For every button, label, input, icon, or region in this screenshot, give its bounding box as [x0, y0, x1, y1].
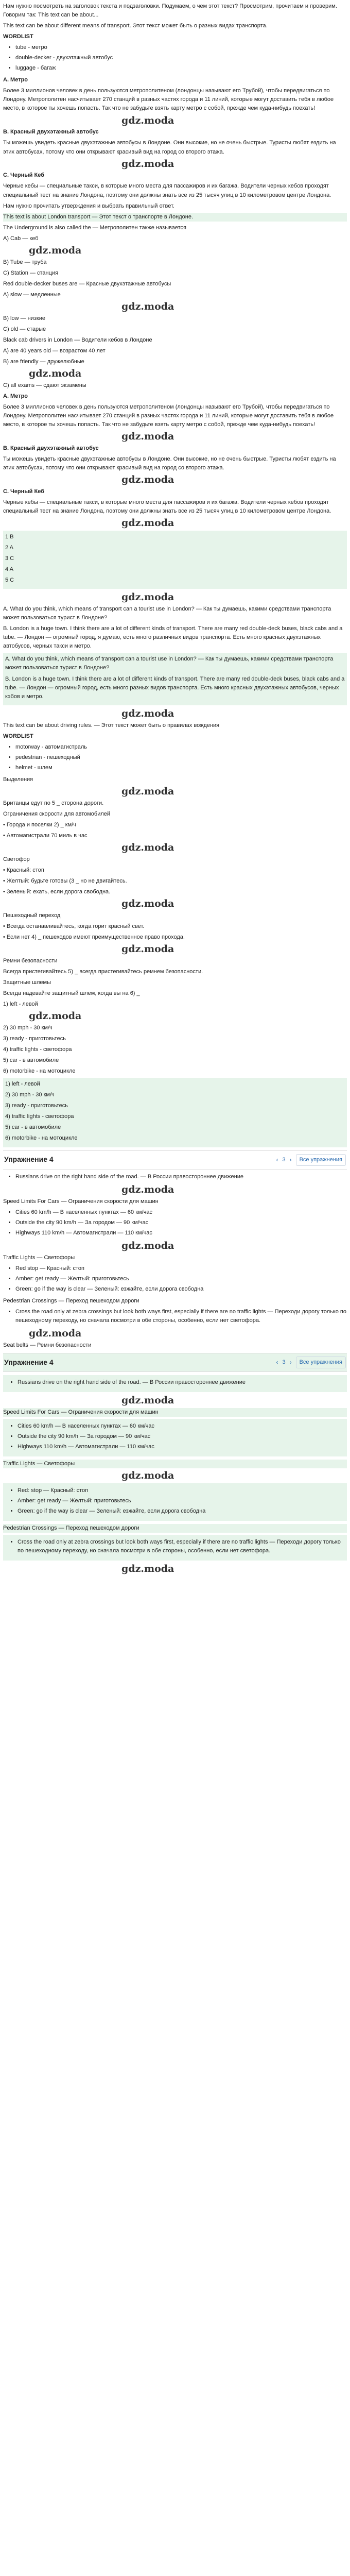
list-item: • Green: go if the way is clear — Зеленый: езжайте, если дорога свободна	[18, 1507, 345, 1516]
list-item: • Amber: get ready — Желтый: приготовьтесь	[15, 1275, 347, 1283]
section-heading: B. Красный двухэтажный автобус	[3, 129, 99, 135]
paragraph: Пешеходный переход	[3, 912, 61, 919]
answer-block	[3, 531, 347, 589]
paragraph: Нам нужно посмотреть на заголовок текста и подзаголовки. Подумаем, о чем этот текст? Просмотрим, прочитаем и проверим. Говорим так: This text can be about...	[3, 3, 337, 19]
paragraph: Ты можешь увидеть красные двухэтажные автобусы в Лондоне. Они высокие, но не очень быстрые. Туристы любят ездить на этих автобусах, потому что они открывают красивый вид на город со второго этажа.	[3, 140, 336, 155]
exercise-pager	[276, 1154, 346, 1166]
list-item: • Amber: get ready — Желтый: приготовьтесь	[18, 1497, 345, 1505]
paragraph: 1) left - левой	[3, 1001, 38, 1008]
paragraph: A) slow — медленные	[3, 291, 61, 298]
watermark-logo: gdz.moda	[121, 300, 174, 312]
watermark-logo: gdz.moda	[121, 114, 174, 126]
watermark-logo: gdz.moda	[29, 244, 82, 256]
paragraph: Всегда надевайте защитный шлем, когда вы на 6) _	[3, 990, 140, 997]
watermark-logo: gdz.moda	[121, 1470, 174, 1482]
answer-line: 2) 30 mph - 30 км/ч	[5, 1092, 55, 1098]
bullet-list	[5, 1378, 345, 1387]
answer-line: 6) motorbike - на мотоцикле	[5, 1135, 78, 1142]
watermark-logo: gdz.moda	[121, 897, 174, 909]
answer-line: 1) left - левой	[5, 1081, 40, 1088]
paragraph: C) old — старые	[3, 326, 46, 332]
paragraph: Ремни безопасности	[3, 957, 58, 964]
paragraph: B) low — низкие	[3, 315, 46, 321]
list-item: • Russians drive on the right hand side of the road. — В России правостороннее движение	[15, 1173, 347, 1181]
paragraph: • Красный: стоп	[3, 867, 44, 873]
answer-line: 5) car - в автомобиле	[5, 1124, 61, 1131]
paragraph: A) Cab — кеб	[3, 235, 39, 242]
paragraph: C) Station — станция	[3, 269, 59, 276]
watermark-logo: gdz.moda	[121, 1240, 174, 1251]
exercise-title: Упражнение 4	[4, 1155, 54, 1164]
paragraph: Traffic Lights — Светофоры	[3, 1460, 347, 1468]
bullet-list	[3, 1308, 347, 1325]
list-item: • Outside the city 90 km/h — За городом — 90 км/час	[18, 1432, 345, 1441]
bullet-list	[3, 1264, 347, 1294]
paragraph: Британцы едут по 5 _ сторона дороги.	[3, 800, 104, 806]
exercise-nav-bar	[3, 1353, 347, 1372]
list-item: • Cross the road only at zebra crossings but look both ways first, especially if there are no traffic lights — Переходи дорогу только по пешеходному переходу, но сначала посмотри в обе стороны, особенно, если нет светофора.	[18, 1538, 345, 1555]
bullet-list	[5, 1486, 345, 1516]
paragraph: The Underground is also called the — Метрополитен также называется	[3, 224, 186, 231]
all-exercises-button[interactable]: Все упражнения	[296, 1154, 346, 1166]
answer-line: 4) traffic lights - светофора	[5, 1113, 74, 1120]
paragraph: 5) car - в автомобиле	[3, 1057, 59, 1064]
answer-line: 3) ready - приготовьтесь	[5, 1103, 68, 1109]
section-heading: A. Метро	[3, 77, 28, 83]
list-item: • Red stop — Красный: стоп	[15, 1264, 347, 1273]
paragraph: This text is about London transport — Этот текст о транспорте в Лондоне.	[3, 213, 347, 222]
paragraph: • Всегда останавливайтесь, когда горит красный свет.	[3, 923, 145, 929]
chevron-right-icon[interactable]: ›	[289, 1359, 292, 1366]
list-item: • Cities 60 km/h — В населенных пунктах — 60 км/час	[18, 1422, 345, 1431]
watermark-logo: gdz.moda	[121, 943, 174, 955]
answer-line: 2 A	[5, 545, 13, 551]
paragraph: 3) ready - приготовьтесь	[3, 1036, 66, 1042]
list-item: • Outside the city 90 km/h — За городом — 90 км/час	[15, 1218, 347, 1227]
list-item: • Russians drive on the right hand side of the road. — В России правостороннее движение	[18, 1378, 345, 1387]
paragraph: B. London is a huge town. I think there are a lot of different kinds of transport. There are many red double-deck buses, black cabs and a tube. — Лондон — огромный город, я думаю, есть много различных видов транспорта. Есть много красных двухэтажных автобусов, черных такси и метро.	[3, 625, 343, 650]
paragraph: • Желтый: будьте готовы (3 _ но не двигайтесь.	[3, 877, 127, 884]
paragraph: Светофор	[3, 856, 30, 862]
watermark-logo: gdz.moda	[121, 517, 174, 529]
section-heading: WORDLIST	[3, 33, 33, 40]
watermark-logo: gdz.moda	[29, 1010, 82, 1022]
list-item: • Cross the road only at zebra crossings but look both ways first, especially if there are no traffic lights — Переходи дорогу только по пешеходному переходу, но сначала посмотри в обе стороны, особенно, если нет светофора.	[15, 1308, 347, 1325]
answer-block	[3, 1078, 347, 1147]
list-item: • Green: go if the way is clear — Зеленый: езжайте, если дорога свободна	[15, 1285, 347, 1294]
paragraph: Всегда пристегивайтесь 5) _ всегда пристегивайтесь ремнем безопасности.	[3, 968, 203, 975]
watermark-logo: gdz.moda	[121, 158, 174, 170]
bullet-list	[5, 1422, 345, 1451]
answer-line: 4 A	[5, 566, 13, 573]
answer-line: 1 B	[5, 534, 14, 540]
watermark-logo: gdz.moda	[121, 841, 174, 853]
bullet-list	[3, 1173, 347, 1181]
list-item: • luggage - багаж	[15, 64, 347, 73]
paragraph: Нам нужно прочитать утверждения и выбрать правильный ответ.	[3, 202, 174, 209]
paragraph: Pedestrian Crossings — Переход пешеходом дороги	[3, 1524, 347, 1533]
answer-block	[3, 1375, 347, 1392]
paragraph: • Города и поселки 2) _ км/ч	[3, 821, 76, 828]
paragraph: Ограничения скорости для автомобилей	[3, 810, 111, 817]
paragraph: Более 3 миллионов человек в день пользуются метрополитеном (лондонцы называют его Трубой), чтобы передвигаться по Лондону. Метрополитен насчитывает 270 станций в разных частях города и 11 линий, которые могут доставить тебя в любое место, в которое ты хочешь попасть. Так что не забудьте взять карту метро с собой, прежде чем куда-нибудь поехать!	[3, 88, 334, 112]
paragraph: A) are 40 years old — возрастом 40 лет	[3, 347, 106, 354]
list-item: • motorway - автомагистраль	[15, 743, 347, 752]
paragraph: Защитные шлемы	[3, 979, 51, 986]
paragraph: • Если нет 4) _ пешеходов имеют преимущественное право прохода.	[3, 934, 185, 940]
paragraph: Более 3 миллионов человек в день пользуются метрополитеном (лондонцы называют его Трубой), чтобы передвигаться по Лондону. Метрополитен насчитывает 270 станций в разных частях города и 11 линий, которые могут доставить тебя в любое место, в которое ты хочешь попасть. Так что не забудьте взять карту метро с собой, прежде чем куда-нибудь поехать!	[3, 403, 334, 428]
answer-block	[3, 1535, 347, 1561]
list-item: • helmet - шлем	[15, 764, 347, 772]
answer-block	[3, 1483, 347, 1521]
watermark-logo: gdz.moda	[121, 591, 174, 603]
exercise-nav-bar	[3, 1150, 347, 1170]
paragraph: 2) 30 mph - 30 км/ч	[3, 1025, 52, 1031]
watermark-logo: gdz.moda	[121, 474, 174, 486]
paragraph: Seat belts — Ремни безопасности	[3, 1342, 92, 1348]
paragraph: Pedestrian Crossings — Переход пешеходом дороги	[3, 1297, 139, 1304]
paragraph: Черные кебы — специальные такси, в которые много места для пассажиров и их багажа. Водители черных кебов проходят специальный тест на знание Лондона, поэтому они должны знать все из 25 тысяч улиц в 10 километровом центре Лондона.	[3, 499, 331, 515]
bullet-list	[5, 1538, 345, 1555]
chevron-right-icon[interactable]: ›	[289, 1156, 292, 1163]
list-item: • pedestrian - пешеходный	[15, 753, 347, 762]
chevron-left-icon[interactable]: ‹	[276, 1359, 278, 1366]
section-heading: C. Черный Кеб	[3, 172, 44, 179]
watermark-logo: gdz.moda	[121, 431, 174, 443]
page-number: 3	[282, 1156, 286, 1163]
section-heading: B. Красный двухэтажный автобус	[3, 445, 99, 451]
page-number: 3	[282, 1359, 286, 1365]
paragraph: Black cab drivers in London — Водители кебов в Лондоне	[3, 336, 152, 343]
paragraph: C) all exams — сдают экзамены	[3, 382, 86, 388]
section-heading: WORDLIST	[3, 733, 33, 739]
paragraph: Черные кебы — специальные такси, в которые много места для пассажиров и их багажа. Водители черных кебов проходят специальный тест на знание Лондона, поэтому они должны знать все из 25 тысяч улиц в 10 километровом центре Лондона.	[3, 183, 331, 198]
paragraph: Red double-decker buses are — Красные двухэтажные автобусы	[3, 280, 171, 287]
paragraph: Speed Limits For Cars — Ограничения скорости для машин	[3, 1198, 159, 1205]
answer-block	[3, 653, 347, 705]
answer-line: 5 C	[5, 577, 14, 584]
all-exercises-button[interactable]: Все упражнения	[296, 1357, 346, 1368]
watermark-logo: gdz.moda	[121, 1183, 174, 1195]
paragraph: • Зеленый: ехать, если дорога свободна.	[3, 888, 111, 895]
list-item: • double-decker - двухэтажный автобус	[15, 54, 347, 62]
paragraph: This text can be about different means of transport. Этот текст может быть о разных видах транспорта.	[3, 23, 268, 29]
paragraph: 6) motorbike - на мотоцикле	[3, 1068, 76, 1075]
watermark-logo: gdz.moda	[29, 367, 82, 379]
section-heading: C. Черный Кеб	[3, 488, 44, 495]
watermark-logo: gdz.moda	[121, 785, 174, 797]
paragraph: Ты можешь увидеть красные двухэтажные автобусы в Лондоне. Они высокие, но не очень быстрые. Туристы любят ездить на этих автобусах, потому что они открывают красивый вид на город со второго этажа.	[3, 456, 336, 471]
watermark-logo: gdz.moda	[121, 1394, 174, 1406]
list-item: • Red: stop — Красный: стоп	[18, 1486, 345, 1495]
list-item: • Highways 110 km/h — Автомагистрали — 110 км/час	[18, 1443, 345, 1451]
bullet-list	[3, 743, 347, 772]
answer-line: B. London is a huge town. I think there are a lot of different kinds of transport. There are many red double-deck buses, black cabs and a tube. — Лондон — огромный город, есть много разных видов транспорта. Есть много красных двухэтажных автобусов, черных кэбов и метро.	[5, 675, 345, 700]
section-heading: A. Метро	[3, 393, 28, 399]
watermark-logo: gdz.moda	[121, 1563, 174, 1575]
paragraph: B) are friendly — дружелюбные	[3, 358, 84, 365]
list-item: • Cities 60 km/h — В населенных пунктах — 60 км/час	[15, 1208, 347, 1217]
paragraph: B) Tube — труба	[3, 259, 47, 265]
answer-block	[3, 1419, 347, 1456]
answer-line: 3 C	[5, 555, 14, 562]
paragraph: This text can be about driving rules. — Этот текст может быть о правилах вождения	[3, 722, 220, 728]
bullet-list	[3, 43, 347, 73]
paragraph: A. What do you think, which means of transport can a tourist use in London? — Как ты думаешь, какими средствами транспорта может пользоваться турист в Лондоне?	[3, 606, 331, 621]
watermark-logo: gdz.moda	[29, 1327, 82, 1339]
chevron-left-icon[interactable]: ‹	[276, 1156, 278, 1163]
exercise-pager	[276, 1357, 346, 1368]
answer-line: A. What do you think, which means of transport can a tourist use in London? — Как ты думаешь, какими средствами транспорта может пользоваться турист в Лондоне?	[5, 656, 334, 671]
exercise-title: Упражнение 4	[4, 1358, 54, 1366]
paragraph: • Автомагистрали 70 миль в час	[3, 832, 87, 839]
paragraph: Speed Limits For Cars — Ограничения скорости для машин	[3, 1408, 347, 1417]
bullet-list	[3, 1208, 347, 1238]
list-item: • Highways 110 km/h — Автомагистрали — 110 км/час	[15, 1229, 347, 1238]
list-item: • tube - метро	[15, 43, 347, 52]
paragraph: 4) traffic lights - светофора	[3, 1046, 72, 1053]
paragraph: Traffic Lights — Светофоры	[3, 1254, 75, 1261]
paragraph: Выделения	[3, 776, 33, 783]
watermark-logo: gdz.moda	[121, 707, 174, 719]
